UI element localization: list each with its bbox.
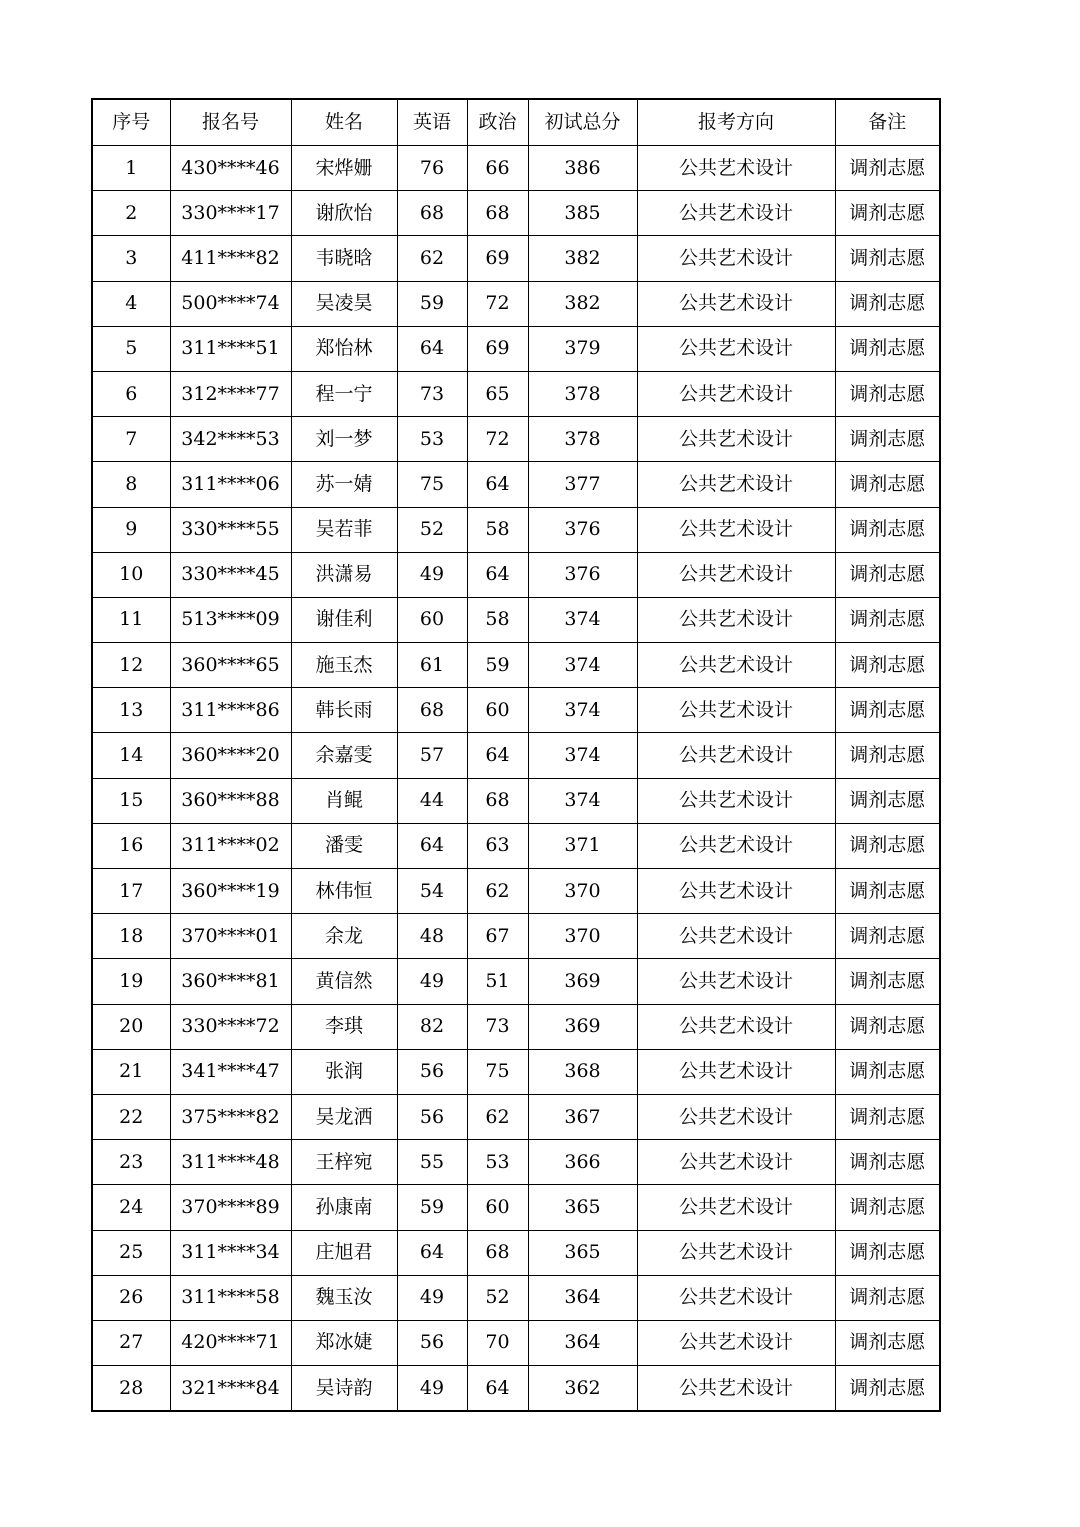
cell-name: 施玉杰 [291,643,397,688]
cell-politics: 66 [467,146,528,191]
cell-name: 吴若菲 [291,507,397,552]
table-row [92,688,940,733]
cell-english: 54 [397,869,467,914]
cell-direction: 公共艺术设计 [637,1366,835,1412]
cell-seq: 28 [92,1366,170,1412]
score-table [91,98,941,1412]
table-row [92,146,940,191]
cell-reg-no: 311****51 [170,326,291,371]
cell-total-score: 374 [528,733,637,778]
cell-politics: 68 [467,1230,528,1275]
cell-reg-no: 360****88 [170,778,291,823]
cell-name: 洪潇易 [291,552,397,597]
cell-reg-no: 360****81 [170,959,291,1004]
cell-seq: 10 [92,552,170,597]
cell-note: 调剂志愿 [835,597,940,642]
cell-seq: 5 [92,326,170,371]
cell-name: 程一宁 [291,371,397,416]
cell-total-score: 378 [528,371,637,416]
cell-total-score: 382 [528,281,637,326]
header-note: 备注 [835,99,940,146]
cell-total-score: 377 [528,462,637,507]
cell-name: 郑怡林 [291,326,397,371]
cell-seq: 17 [92,869,170,914]
cell-name: 余嘉雯 [291,733,397,778]
cell-total-score: 369 [528,1004,637,1049]
table-row [92,1049,940,1094]
cell-english: 76 [397,146,467,191]
cell-total-score: 364 [528,1275,637,1320]
cell-direction: 公共艺术设计 [637,643,835,688]
cell-seq: 19 [92,959,170,1004]
cell-english: 62 [397,236,467,281]
cell-english: 49 [397,1366,467,1412]
cell-politics: 63 [467,823,528,868]
cell-total-score: 379 [528,326,637,371]
cell-total-score: 366 [528,1140,637,1185]
cell-total-score: 369 [528,959,637,1004]
cell-name: 宋烨姗 [291,146,397,191]
cell-note: 调剂志愿 [835,823,940,868]
cell-note: 调剂志愿 [835,1049,940,1094]
cell-reg-no: 330****45 [170,552,291,597]
cell-total-score: 364 [528,1320,637,1365]
cell-note: 调剂志愿 [835,959,940,1004]
cell-direction: 公共艺术设计 [637,869,835,914]
cell-note: 调剂志愿 [835,191,940,236]
cell-direction: 公共艺术设计 [637,778,835,823]
cell-reg-no: 330****72 [170,1004,291,1049]
table-row [92,1320,940,1365]
cell-name: 李琪 [291,1004,397,1049]
document-page [91,98,941,1412]
cell-seq: 7 [92,417,170,462]
cell-direction: 公共艺术设计 [637,1275,835,1320]
cell-reg-no: 330****17 [170,191,291,236]
cell-direction: 公共艺术设计 [637,552,835,597]
cell-reg-no: 360****65 [170,643,291,688]
cell-total-score: 378 [528,417,637,462]
cell-direction: 公共艺术设计 [637,1094,835,1139]
cell-name: 黄信然 [291,959,397,1004]
cell-politics: 70 [467,1320,528,1365]
cell-direction: 公共艺术设计 [637,1049,835,1094]
cell-seq: 9 [92,507,170,552]
cell-direction: 公共艺术设计 [637,507,835,552]
table-row [92,597,940,642]
cell-name: 刘一梦 [291,417,397,462]
cell-reg-no: 311****06 [170,462,291,507]
cell-direction: 公共艺术设计 [637,1230,835,1275]
cell-english: 56 [397,1049,467,1094]
cell-seq: 8 [92,462,170,507]
cell-politics: 58 [467,507,528,552]
cell-note: 调剂志愿 [835,914,940,959]
table-row [92,462,940,507]
cell-note: 调剂志愿 [835,1275,940,1320]
cell-note: 调剂志愿 [835,462,940,507]
cell-politics: 59 [467,643,528,688]
cell-politics: 62 [467,1094,528,1139]
cell-note: 调剂志愿 [835,146,940,191]
cell-english: 57 [397,733,467,778]
cell-reg-no: 341****47 [170,1049,291,1094]
table-header-row [92,99,940,146]
table-row [92,326,940,371]
cell-direction: 公共艺术设计 [637,1320,835,1365]
cell-note: 调剂志愿 [835,1366,940,1412]
cell-politics: 72 [467,281,528,326]
cell-politics: 60 [467,688,528,733]
header-politics: 政治 [467,99,528,146]
cell-direction: 公共艺术设计 [637,281,835,326]
cell-name: 余龙 [291,914,397,959]
cell-seq: 18 [92,914,170,959]
cell-note: 调剂志愿 [835,552,940,597]
cell-direction: 公共艺术设计 [637,371,835,416]
cell-note: 调剂志愿 [835,1004,940,1049]
header-name: 姓名 [291,99,397,146]
cell-seq: 23 [92,1140,170,1185]
cell-total-score: 374 [528,778,637,823]
cell-seq: 11 [92,597,170,642]
cell-politics: 67 [467,914,528,959]
cell-english: 44 [397,778,467,823]
cell-direction: 公共艺术设计 [637,191,835,236]
cell-reg-no: 500****74 [170,281,291,326]
cell-seq: 16 [92,823,170,868]
cell-english: 49 [397,959,467,1004]
cell-name: 谢欣怡 [291,191,397,236]
cell-reg-no: 430****46 [170,146,291,191]
cell-note: 调剂志愿 [835,778,940,823]
table-row [92,371,940,416]
cell-english: 49 [397,552,467,597]
cell-note: 调剂志愿 [835,507,940,552]
cell-seq: 21 [92,1049,170,1094]
cell-english: 56 [397,1320,467,1365]
cell-total-score: 374 [528,643,637,688]
cell-english: 61 [397,643,467,688]
cell-english: 68 [397,688,467,733]
cell-seq: 13 [92,688,170,733]
cell-direction: 公共艺术设计 [637,1185,835,1230]
cell-total-score: 374 [528,688,637,733]
cell-note: 调剂志愿 [835,643,940,688]
table-row [92,823,940,868]
cell-note: 调剂志愿 [835,1140,940,1185]
cell-direction: 公共艺术设计 [637,1140,835,1185]
cell-english: 60 [397,597,467,642]
cell-note: 调剂志愿 [835,1320,940,1365]
cell-reg-no: 411****82 [170,236,291,281]
header-seq: 序号 [92,99,170,146]
cell-politics: 51 [467,959,528,1004]
cell-reg-no: 513****09 [170,597,291,642]
cell-reg-no: 375****82 [170,1094,291,1139]
cell-name: 吴龙洒 [291,1094,397,1139]
cell-politics: 64 [467,462,528,507]
cell-reg-no: 311****48 [170,1140,291,1185]
cell-direction: 公共艺术设计 [637,417,835,462]
cell-reg-no: 360****20 [170,733,291,778]
cell-english: 56 [397,1094,467,1139]
cell-english: 64 [397,823,467,868]
cell-politics: 68 [467,778,528,823]
cell-english: 68 [397,191,467,236]
cell-reg-no: 330****55 [170,507,291,552]
cell-total-score: 386 [528,146,637,191]
cell-english: 52 [397,507,467,552]
cell-politics: 64 [467,733,528,778]
cell-note: 调剂志愿 [835,688,940,733]
cell-direction: 公共艺术设计 [637,959,835,1004]
cell-politics: 73 [467,1004,528,1049]
cell-direction: 公共艺术设计 [637,688,835,733]
cell-reg-no: 311****02 [170,823,291,868]
cell-name: 苏一婧 [291,462,397,507]
cell-politics: 64 [467,1366,528,1412]
cell-politics: 62 [467,869,528,914]
table-row [92,733,940,778]
cell-seq: 2 [92,191,170,236]
table-row [92,417,940,462]
cell-note: 调剂志愿 [835,1094,940,1139]
cell-english: 48 [397,914,467,959]
table-row [92,236,940,281]
cell-seq: 20 [92,1004,170,1049]
cell-name: 韩长雨 [291,688,397,733]
cell-direction: 公共艺术设计 [637,326,835,371]
cell-note: 调剂志愿 [835,733,940,778]
cell-seq: 12 [92,643,170,688]
cell-name: 张润 [291,1049,397,1094]
cell-english: 82 [397,1004,467,1049]
cell-direction: 公共艺术设计 [637,597,835,642]
table-row [92,552,940,597]
cell-politics: 52 [467,1275,528,1320]
cell-direction: 公共艺术设计 [637,914,835,959]
cell-total-score: 374 [528,597,637,642]
table-row [92,1140,940,1185]
cell-note: 调剂志愿 [835,281,940,326]
cell-reg-no: 311****58 [170,1275,291,1320]
cell-name: 魏玉汝 [291,1275,397,1320]
cell-reg-no: 311****86 [170,688,291,733]
cell-total-score: 376 [528,552,637,597]
cell-reg-no: 370****01 [170,914,291,959]
cell-english: 59 [397,281,467,326]
cell-total-score: 371 [528,823,637,868]
table-row [92,191,940,236]
table-row [92,643,940,688]
cell-reg-no: 311****34 [170,1230,291,1275]
cell-politics: 75 [467,1049,528,1094]
cell-note: 调剂志愿 [835,417,940,462]
cell-english: 55 [397,1140,467,1185]
cell-seq: 3 [92,236,170,281]
cell-politics: 65 [467,371,528,416]
cell-name: 潘雯 [291,823,397,868]
cell-seq: 15 [92,778,170,823]
cell-total-score: 365 [528,1185,637,1230]
cell-english: 75 [397,462,467,507]
cell-politics: 64 [467,552,528,597]
header-direction: 报考方向 [637,99,835,146]
table-row [92,869,940,914]
table-row [92,1094,940,1139]
cell-seq: 26 [92,1275,170,1320]
cell-reg-no: 420****71 [170,1320,291,1365]
cell-reg-no: 312****77 [170,371,291,416]
cell-politics: 60 [467,1185,528,1230]
cell-seq: 14 [92,733,170,778]
cell-total-score: 365 [528,1230,637,1275]
cell-name: 肖鲲 [291,778,397,823]
cell-name: 孙康南 [291,1185,397,1230]
table-row [92,281,940,326]
cell-direction: 公共艺术设计 [637,236,835,281]
cell-seq: 27 [92,1320,170,1365]
cell-name: 谢佳利 [291,597,397,642]
cell-name: 王梓宛 [291,1140,397,1185]
cell-seq: 25 [92,1230,170,1275]
cell-total-score: 367 [528,1094,637,1139]
cell-name: 庄旭君 [291,1230,397,1275]
cell-reg-no: 342****53 [170,417,291,462]
cell-total-score: 385 [528,191,637,236]
cell-seq: 24 [92,1185,170,1230]
table-row [92,1004,940,1049]
cell-note: 调剂志愿 [835,1185,940,1230]
table-row [92,1275,940,1320]
table-row [92,1185,940,1230]
table-row [92,778,940,823]
header-english: 英语 [397,99,467,146]
table-row [92,959,940,1004]
table-body [92,146,940,1412]
cell-note: 调剂志愿 [835,326,940,371]
table-row [92,507,940,552]
cell-total-score: 370 [528,869,637,914]
cell-direction: 公共艺术设计 [637,146,835,191]
cell-seq: 6 [92,371,170,416]
cell-note: 调剂志愿 [835,1230,940,1275]
cell-politics: 72 [467,417,528,462]
table-row [92,1230,940,1275]
cell-total-score: 376 [528,507,637,552]
cell-name: 林伟恒 [291,869,397,914]
cell-direction: 公共艺术设计 [637,823,835,868]
cell-note: 调剂志愿 [835,869,940,914]
cell-reg-no: 360****19 [170,869,291,914]
cell-reg-no: 321****84 [170,1366,291,1412]
cell-total-score: 368 [528,1049,637,1094]
cell-politics: 53 [467,1140,528,1185]
cell-politics: 58 [467,597,528,642]
cell-name: 吴诗韵 [291,1366,397,1412]
table-row [92,1366,940,1412]
cell-reg-no: 370****89 [170,1185,291,1230]
cell-note: 调剂志愿 [835,236,940,281]
cell-name: 郑冰婕 [291,1320,397,1365]
cell-english: 73 [397,371,467,416]
cell-total-score: 362 [528,1366,637,1412]
cell-seq: 4 [92,281,170,326]
cell-english: 64 [397,326,467,371]
cell-direction: 公共艺术设计 [637,462,835,507]
cell-total-score: 370 [528,914,637,959]
cell-seq: 1 [92,146,170,191]
cell-direction: 公共艺术设计 [637,733,835,778]
cell-total-score: 382 [528,236,637,281]
cell-english: 64 [397,1230,467,1275]
cell-politics: 69 [467,326,528,371]
cell-politics: 69 [467,236,528,281]
cell-name: 吴凌昊 [291,281,397,326]
cell-name: 韦晓晗 [291,236,397,281]
cell-politics: 68 [467,191,528,236]
cell-seq: 22 [92,1094,170,1139]
cell-english: 49 [397,1275,467,1320]
header-reg-no: 报名号 [170,99,291,146]
cell-direction: 公共艺术设计 [637,1004,835,1049]
header-total-score: 初试总分 [528,99,637,146]
table-row [92,914,940,959]
cell-english: 59 [397,1185,467,1230]
cell-note: 调剂志愿 [835,371,940,416]
cell-english: 53 [397,417,467,462]
